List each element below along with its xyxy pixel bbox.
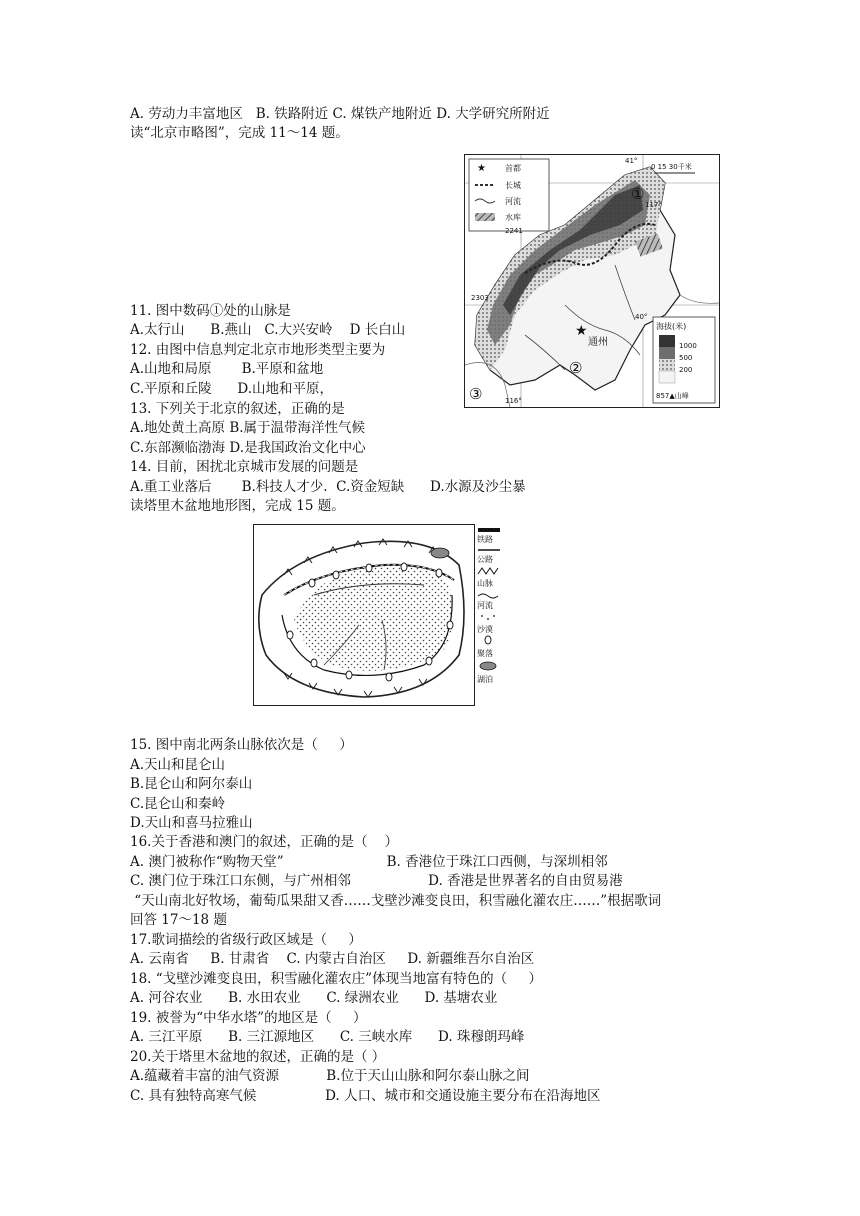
q11-stem: 11. 图中数码①处的山脉是 [130,303,291,319]
q16-options-ab: A. 澳门被称作“购物天堂” B. 香港位于珠江口西侧，与深圳相邻 [130,854,608,870]
lyrics-intro-cont: 回答 17～18 题 [130,912,227,928]
q13-stem: 13. 下列关于北京的叙述，正确的是 [130,401,345,417]
legend-reservoir: 水库 [505,213,521,222]
elevation-500: 500 [679,354,693,362]
legend-desert: 沙漠 [477,625,493,634]
q16-stem: 16.关于香港和澳门的叙述，正确的是（ ） [130,834,399,850]
legend-settlement: 聚落 [477,649,493,658]
q20-options-cd: C. 具有独特高寒气候 D. 人口、城市和交通设施主要分布在沿海地区 [130,1088,601,1104]
lyrics-intro: “天山南北好牧场，葡萄瓜果甜又香……戈壁沙滩变良田，积雪融化灌农庄……”根据歌词 [130,893,662,909]
q10-options: A. 劳动力丰富地区 B. 铁路附近 C. 煤铁产地附近 D. 大学研究所附近 [130,106,550,122]
legend-river-t: 河流 [477,601,493,610]
tarim-legend-graphic [476,526,502,698]
coord-117: 117° [645,201,662,209]
legend-river: 河流 [505,197,521,206]
numeral-3: ③ [469,385,483,403]
q18-stem: 18. “戈壁沙滩变良田，积雪融化灌农庄”体现当地富有特色的（ ） [130,971,543,987]
q11-options: A.太行山 B.燕山 C.大兴安岭 D 长白山 [130,322,406,338]
q13-options-ab: A.地处黄土高原 B.属于温带海洋性气候 [130,420,366,436]
beijing-map-intro: 读“北京市略图”，完成 11～14 题。 [130,125,349,141]
lake [431,548,449,558]
q14-stem: 14. 目前，困扰北京城市发展的问题是 [130,459,359,475]
legend-great-wall: 长城 [505,181,521,190]
legend-railway: 铁路 [477,535,493,544]
tarim-map-graphic [254,525,474,705]
q14-options: A.重工业落后 B.科技人才少. C.资金短缺 D.水源及沙尘暴 [130,479,526,495]
q17-options: A. 云南省 B. 甘肃省 C. 内蒙古自治区 D. 新疆维吾尔自治区 [130,951,535,967]
beijing-map [464,154,720,408]
legend-road: 公路 [477,555,493,564]
numeral-2: ② [569,359,583,377]
q15-option-b: B.昆仑山和阿尔泰山 [130,776,253,792]
q15-option-c: C.昆仑山和秦岭 [130,796,226,812]
elevation-title: 海拔(米) [656,322,687,331]
elev-2303: 2303 [471,294,489,302]
tarim-basin-map [253,524,475,706]
q15-option-d: D.天山和喜马拉雅山 [130,815,253,831]
coord-41: 41° [625,157,638,165]
q12-options-ab: A.山地和局原 B.平原和盆地 [130,361,324,377]
tarim-legend [476,526,502,698]
coord-116: 116° [505,397,522,405]
legend-star-icon: ★ [477,163,486,174]
q15-stem: 15. 图中南北两条山脉依次是（ ） [130,737,353,753]
peak-label: 857▲山峰 [656,392,689,400]
desert-area [294,564,453,671]
coord-40: 40° [635,313,648,321]
tarim-map-intro: 读塔里木盆地地形图，完成 15 题。 [130,498,345,514]
q16-options-cd: C. 澳门位于珠江口东侧，与广州相邻 D. 香港是世界著名的自由贸易港 [130,873,623,889]
q12-options-cd: C.平原和丘陵 D.山地和平原， [130,381,334,397]
numeral-1: ① [631,185,645,203]
legend-lake: 湖泊 [477,675,493,684]
q19-stem: 19. 被誉为“中华水塔”的地区是（ ） [130,1010,367,1026]
q18-options: A. 河谷农业 B. 水田农业 C. 绿洲农业 D. 基塘农业 [130,990,498,1006]
q20-stem: 20.关于塔里木盆地的叙述，正确的是（ ） [130,1049,386,1065]
q19-options: A. 三江平原 B. 三江源地区 C. 三峡水库 D. 珠穆朗玛峰 [130,1029,525,1045]
q20-options-ab: A.蕴藏着丰富的油气资源 B.位于天山山脉和阿尔泰山脉之间 [130,1068,530,1084]
q12-stem: 12. 由图中信息判定北京市地形类型主要为 [130,342,386,358]
q13-options-cd: C.东部濒临渤海 D.是我国政治文化中心 [130,440,366,456]
q17-stem: 17.歌词描绘的省级行政区域是（ ） [130,932,362,948]
elevation-1000: 1000 [679,342,697,350]
elev-2241: 2241 [505,227,523,235]
legend-mountain: 山脉 [477,579,493,588]
city-tongzhou: 通州 [588,337,608,348]
scale-label: 0 15 30千米 [651,163,692,171]
q15-option-a: A.天山和昆仑山 [130,757,226,773]
capital-star-icon: ★ [575,323,588,339]
elevation-200: 200 [679,366,693,374]
legend-capital: 首都 [505,164,521,173]
beijing-map-graphic [465,155,719,407]
